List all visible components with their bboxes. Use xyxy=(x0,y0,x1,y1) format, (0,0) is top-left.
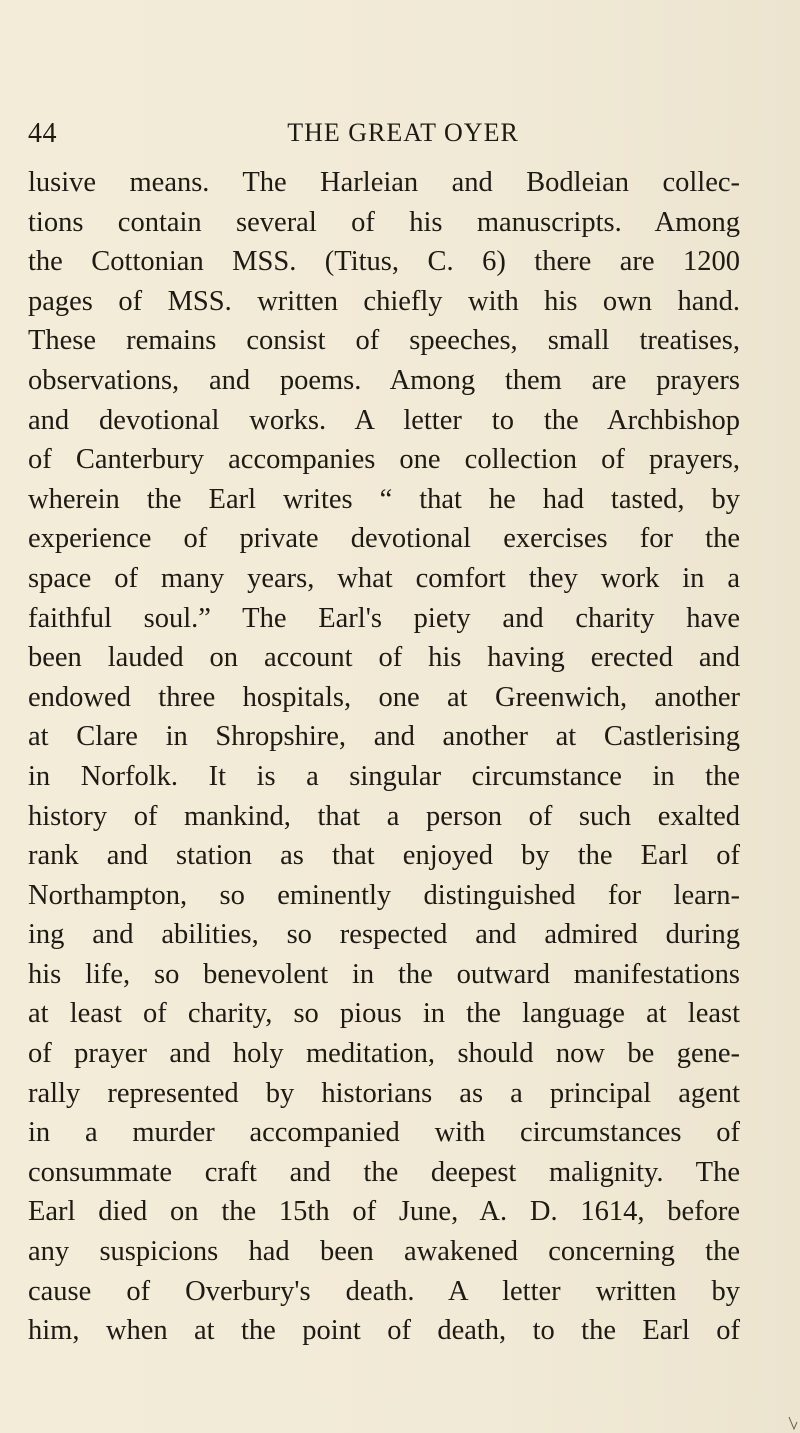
page-edge-mark xyxy=(788,1416,798,1430)
text-line: in a murder accompanied with circumstances of xyxy=(28,1117,740,1149)
text-line: at least of charity, so pious in the language at least xyxy=(28,998,740,1030)
text-line: his life, so benevolent in the outward manifestations xyxy=(28,958,740,990)
text-line: faithful soul.” The Earl's piety and charity have xyxy=(28,602,740,634)
text-line: been lauded on account of his having erected and xyxy=(28,642,740,674)
text-line: and devotional works. A letter to the Archbishop xyxy=(28,404,740,436)
page-number: 44 xyxy=(28,118,57,149)
text-line: lusive means. The Harleian and Bodleian collec- xyxy=(28,167,740,198)
body-text xyxy=(28,163,740,1351)
running-title: THE GREAT OYER xyxy=(287,118,519,147)
text-line: pages of MSS. written chiefly with his own hand. xyxy=(28,285,740,317)
text-line: Earl died on the 15th of June, A. D. 1614, before xyxy=(28,1196,740,1228)
text-line: endowed three hospitals, one at Greenwich, another xyxy=(28,681,740,713)
text-line: in Norfolk. It is a singular circumstance in the xyxy=(28,760,740,792)
text-line: Northampton, so eminently distinguished for learn- xyxy=(28,879,740,911)
text-line: rally represented by historians as a principal agent xyxy=(28,1077,740,1109)
text-line: the Cottonian MSS. (Titus, C. 6) there are 1200 xyxy=(28,246,740,278)
text-line: of Canterbury accompanies one collection of prayers, xyxy=(28,444,740,476)
running-head xyxy=(28,118,748,154)
text-line: space of many years, what comfort they work in a xyxy=(28,562,740,594)
text-line: wherein the Earl writes “ that he had tasted, by xyxy=(28,483,740,515)
text-line: history of mankind, that a person of such exalted xyxy=(28,800,740,832)
text-line: cause of Overbury's death. A letter written by xyxy=(28,1275,740,1307)
text-line: experience of private devotional exercises for the xyxy=(28,523,740,555)
text-line: observations, and poems. Among them are prayers xyxy=(28,364,740,396)
text-line: at Clare in Shropshire, and another at Castlerising xyxy=(28,721,740,753)
text-line: him, when at the point of death, to the Earl of xyxy=(28,1315,740,1347)
text-line: These remains consist of speeches, small treatises, xyxy=(28,325,740,357)
text-line: tions contain several of his manuscripts. Among xyxy=(28,206,740,238)
text-line: ing and abilities, so respected and admired during xyxy=(28,919,740,951)
text-line: of prayer and holy meditation, should now be gene- xyxy=(28,1038,740,1070)
text-line: rank and station as that enjoyed by the Earl of xyxy=(28,840,740,872)
text-line: consummate craft and the deepest malignity. The xyxy=(28,1156,740,1188)
text-line: any suspicions had been awakened concerning the xyxy=(28,1236,740,1268)
